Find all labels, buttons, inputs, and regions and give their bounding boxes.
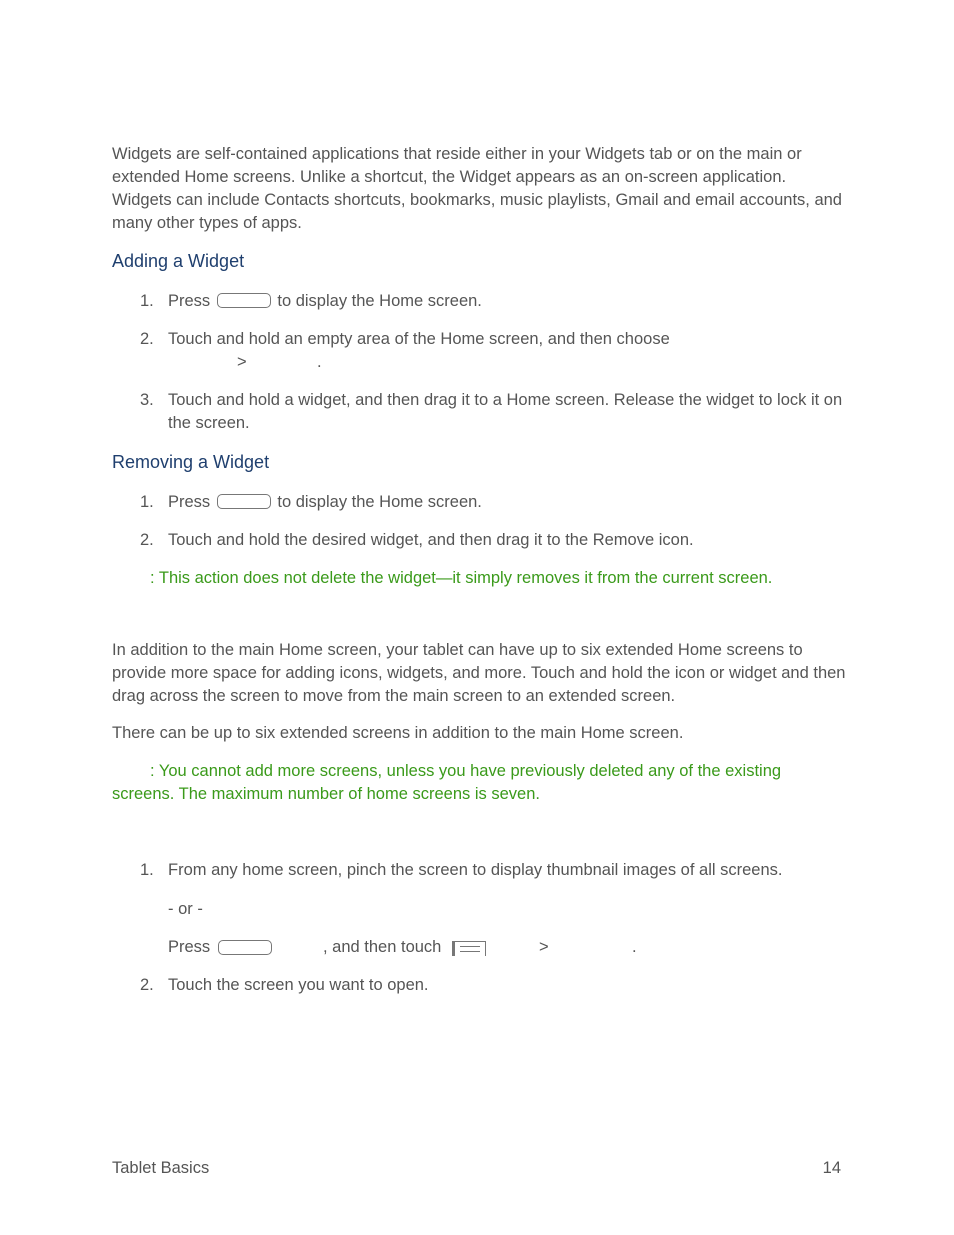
step-text-middle: , and then touch: [323, 938, 442, 956]
home-key-icon: [218, 940, 272, 955]
step-text: Touch and hold a widget, and then drag it to a Home screen. Release the widget to lock it on the screen.: [168, 391, 843, 432]
step-separator: >: [237, 353, 247, 371]
step-text-before: Press: [168, 938, 211, 956]
intro-paragraph: Widgets are self-contained applications that reside either in your Widgets tab or on the main or extended Home screens. Unlike a shortcut, the Widget appears as an on-screen application. Widgets can include Contacts shortcuts, bookmarks, music playlists, Gmail and email accounts, and many other types of apps.: [112, 145, 842, 232]
removing-widget-heading: Removing a Widget: [112, 452, 270, 472]
step-number: 2.: [140, 531, 154, 549]
step-text-after: to display the Home screen.: [277, 493, 482, 511]
removing-note: : This action does not delete the widget—it simply removes it from the current screen.: [150, 569, 773, 587]
footer-section: Tablet Basics: [112, 1159, 210, 1177]
step-text: Touch the screen you want to open.: [168, 976, 429, 994]
footer-page-number: 14: [822, 1159, 841, 1177]
extended-note: : You cannot add more screens, unless you have previously deleted any of the existing screens. The maximum number of home screens is seven.: [112, 762, 782, 803]
extended-paragraph-2: There can be up to six extended screens in addition to the main Home screen.: [112, 724, 684, 742]
step-text-before: Press: [168, 493, 211, 511]
step-text: Touch and hold the desired widget, and then drag it to the Remove icon.: [168, 531, 694, 549]
step-text-after: to display the Home screen.: [277, 292, 482, 310]
step-number: 1.: [140, 493, 154, 511]
extended-paragraph-1: In addition to the main Home screen, your tablet can have up to six extended Home screens to provide more space for adding icons, widgets, and more. Touch and hold the icon or widget and then drag across the screen to move from the main screen to an extended screen.: [112, 641, 846, 705]
step-text: Touch and hold an empty area of the Home screen, and then choose: [168, 330, 670, 348]
step-text: From any home screen, pinch the screen to display thumbnail images of all screens.: [168, 861, 783, 879]
step-number: 3.: [140, 391, 154, 409]
home-key-icon: [217, 494, 271, 509]
step-number: 2.: [140, 330, 154, 348]
or-separator: - or -: [168, 900, 203, 918]
step-number: 1.: [140, 861, 154, 879]
step-number: 1.: [140, 292, 154, 310]
step-period: .: [317, 353, 322, 371]
step-period: .: [632, 938, 637, 956]
menu-key-icon: [452, 941, 486, 956]
step-text-before: Press: [168, 292, 211, 310]
step-separator: >: [539, 938, 549, 956]
home-key-icon: [217, 293, 271, 308]
step-number: 2.: [140, 976, 154, 994]
adding-widget-heading: Adding a Widget: [112, 251, 245, 271]
